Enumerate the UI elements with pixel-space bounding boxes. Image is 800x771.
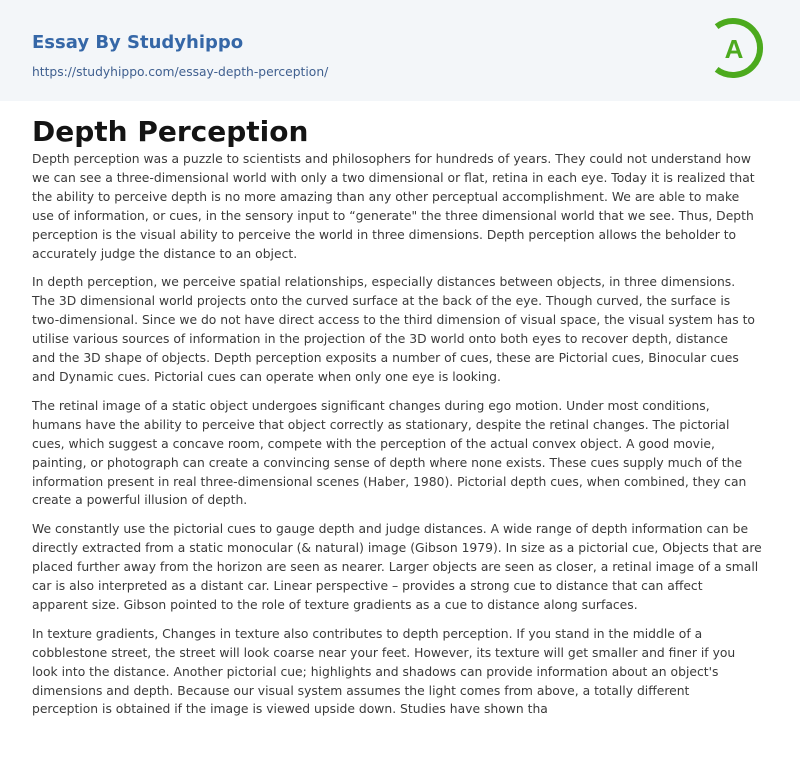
text-line: create a powerful illusion of depth. (32, 493, 248, 508)
text-line: we can see a three-dimensional world with only a two dimensional or flat, retina in each eye. Today it is realized that (32, 170, 755, 185)
svg-text:A: A (724, 34, 744, 64)
paragraph-3 (32, 397, 768, 510)
text-line: The 3D dimensional world projects onto the curved surface at the back of the eye. Though curved, the surface is (32, 294, 731, 309)
text-line: In texture gradients, Changes in texture also contributes to depth perception. If you stand in the middle of a (32, 626, 703, 641)
text-line: perception is the visual ability to perceive the world in three dimensions. Depth perception allows the beholder to (32, 227, 737, 242)
text-line: Depth perception was a puzzle to scientists and philosophers for hundreds of years. They could not understand how (32, 152, 751, 166)
text-line: cobblestone street, the street will look coarse near your feet. However, its texture will get smaller and finer if you (32, 645, 736, 660)
page-title: Depth Perception (32, 115, 309, 148)
text-line: accurately judge the distance to an object. (32, 246, 298, 261)
text-line: and Dynamic cues. Pictorial cues can operate when only one eye is looking. (32, 369, 501, 384)
text-line: placed further away from the horizon are seen as nearer. Larger objects are seen as closer, a retinal image of a small (32, 560, 759, 575)
brand-title: Essay By Studyhippo (32, 32, 244, 53)
text-line: information present in real three-dimensional scenes (Haber, 1980). Pictorial depth cues, when combined, they can (32, 474, 747, 489)
text-line: use of information, or cues, in the sensory input to “generate" the three dimensional world that we see. Thus, Depth (32, 208, 754, 223)
essay-url-link[interactable]: https://studyhippo.com/essay-depth-perception/ (32, 65, 329, 79)
text-line: painting, or photograph can create a convincing sense of depth where none exists. These cues supply much of the (32, 455, 743, 470)
text-line: the ability to perceive depth is no more amazing than any other perceptual accomplishment. We are able to make (32, 189, 740, 204)
text-line: utilise various sources of information in the projection of the 3D world onto both eyes to recover depth, distance (32, 332, 729, 347)
text-line: humans have the ability to perceive that object correctly as stationary, despite the retinal changes. The pictorial (32, 417, 730, 432)
site-header (0, 0, 800, 101)
text-line: In depth perception, we perceive spatial relationships, especially distances between objects, in three dimensions. (32, 275, 736, 290)
text-line: car is also interpreted as a distant car. Linear perspective – provides a strong cue to distance that can affect (32, 579, 703, 594)
text-line: apparent size. Gibson pointed to the role of texture gradients as a cue to distance along surfaces. (32, 597, 638, 612)
text-line: cues, which suggest a concave room, compete with the perception of the actual convex object. A good movie, (32, 436, 715, 451)
text-line: perception is obtained if the image is viewed upside down. Studies have shown tha (32, 702, 548, 717)
text-line: two-dimensional. Since we do not have direct access to the third dimension of visual space, the visual system has to (32, 313, 755, 328)
text-line: dimensions and depth. Because our visual system assumes the light comes from above, a totally different (32, 683, 690, 698)
paragraph-2 (32, 273, 768, 386)
studyhippo-a-logo-icon[interactable] (704, 14, 772, 82)
text-line: The retinal image of a static object undergoes significant changes during ego motion. Under most conditions, (32, 398, 710, 413)
paragraph-5 (32, 625, 768, 720)
text-line: look into the distance. Another pictorial cue; highlights and shadows can provide information about an object's (32, 664, 719, 679)
paragraph-4 (32, 520, 768, 615)
text-line: and the 3D shape of objects. Depth perception exposits a number of cues, these are Pictorial cues, Binocular cues (32, 351, 739, 366)
text-line: directly extracted from a static monocular (& natural) image (Gibson 1979). In size as a pictorial cue, Objects that are (32, 541, 762, 556)
article (0, 101, 800, 719)
paragraph-1 (32, 150, 768, 263)
text-line: We constantly use the pictorial cues to gauge depth and judge distances. A wide range of depth information can be (32, 522, 749, 537)
